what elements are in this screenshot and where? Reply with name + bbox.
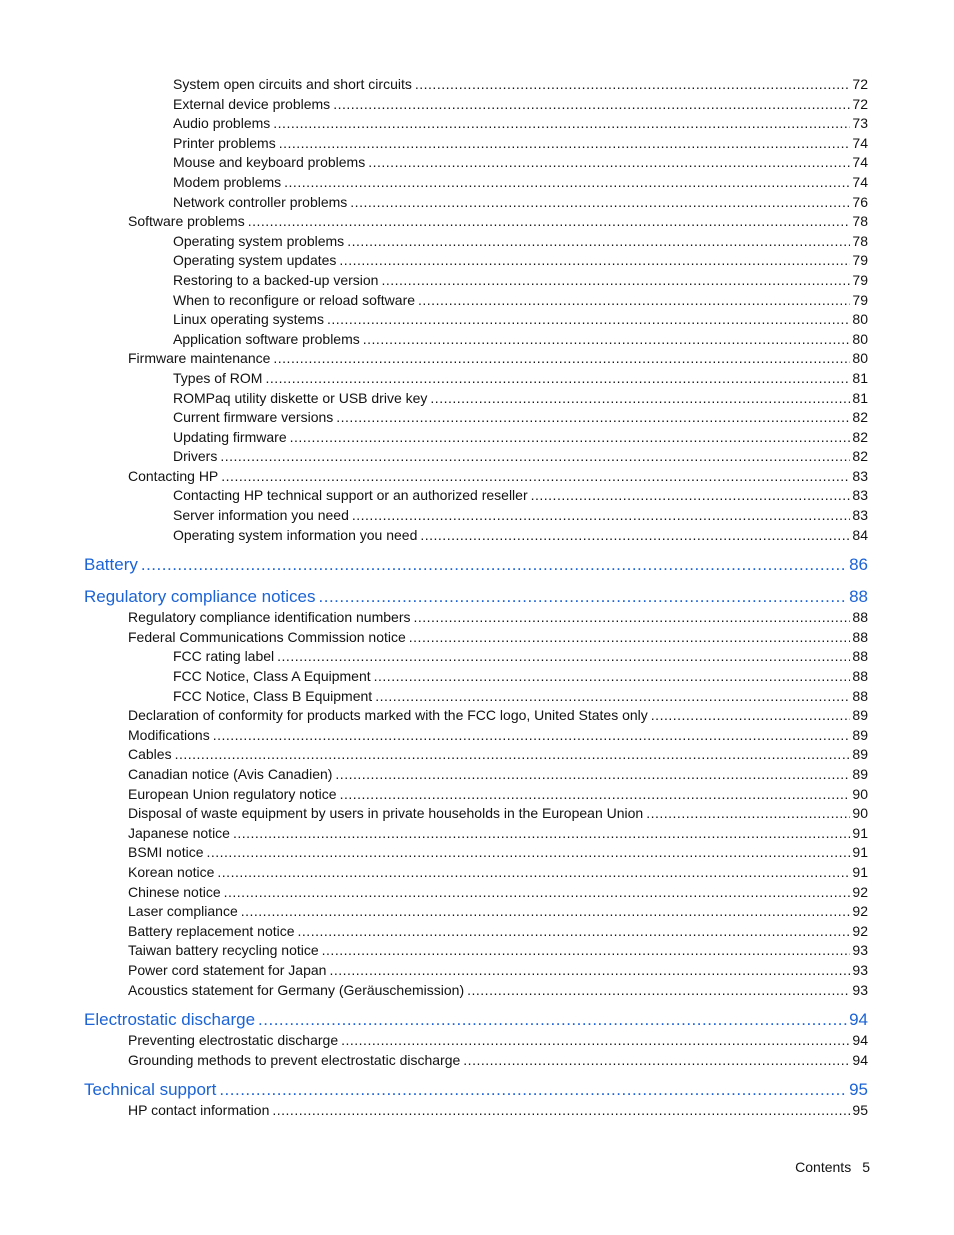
toc-entry-page: 74 <box>852 173 868 190</box>
toc-entry-title: Federal Communications Commission notice <box>128 628 406 645</box>
toc-leader-dots <box>221 467 850 487</box>
toc-leader-dots <box>409 628 851 648</box>
toc-entry-title: ROMPaq utility diskette or USB drive key <box>173 389 428 406</box>
toc-entry[interactable] <box>0 526 954 546</box>
footer-section-label: Contents <box>795 1159 852 1175</box>
toc-leader-dots <box>418 291 850 311</box>
toc-entry-page: 93 <box>852 981 868 998</box>
toc-entry-title: Application software problems <box>173 330 360 347</box>
toc-entry-page: 79 <box>852 271 868 288</box>
toc-entry[interactable] <box>0 824 954 844</box>
toc-entry[interactable] <box>0 863 954 883</box>
toc-leader-dots <box>415 75 851 95</box>
toc-entry[interactable] <box>0 628 954 648</box>
toc-chapter-page: 86 <box>849 555 868 575</box>
toc-leader-dots <box>284 173 850 193</box>
toc-entry-title: Updating firmware <box>173 428 287 445</box>
toc-entry-title: Server information you need <box>173 507 349 524</box>
table-of-contents <box>0 75 954 1121</box>
toc-entry-title: Taiwan battery recycling notice <box>128 942 319 959</box>
toc-leader-dots <box>277 647 850 667</box>
toc-entry-page: 79 <box>852 252 868 269</box>
toc-entry-title: FCC Notice, Class B Equipment <box>173 687 373 704</box>
toc-entry-title: Chinese notice <box>128 883 221 900</box>
toc-entry[interactable] <box>0 843 954 863</box>
toc-leader-dots <box>336 408 850 428</box>
toc-entry-title: Disposal of waste equipment by users in private households in the European Union <box>128 805 644 822</box>
toc-entry-page: 92 <box>852 903 868 920</box>
toc-leader-dots <box>219 1079 847 1101</box>
toc-chapter-title: Technical support <box>84 1080 217 1100</box>
toc-entry-title: Power cord statement for Japan <box>128 961 327 978</box>
toc-entry[interactable] <box>0 75 954 95</box>
toc-leader-dots <box>290 428 851 448</box>
toc-chapter-technical-support[interactable] <box>0 1079 954 1101</box>
toc-entry-page: 88 <box>852 628 868 645</box>
toc-leader-dots <box>347 232 850 252</box>
toc-entry-page: 89 <box>852 726 868 743</box>
toc-leader-dots <box>341 1031 850 1051</box>
toc-entry-title: HP contact information <box>128 1102 270 1119</box>
toc-entry-title: BSMI notice <box>128 844 204 861</box>
toc-leader-dots <box>141 554 847 576</box>
toc-chapter-page: 88 <box>849 587 868 607</box>
toc-entry[interactable] <box>0 506 954 526</box>
toc-entry-page: 91 <box>852 824 868 841</box>
toc-entry-page: 79 <box>852 291 868 308</box>
toc-entry-page: 88 <box>852 687 868 704</box>
toc-entry-title: Modifications <box>128 726 210 743</box>
toc-leader-dots <box>329 961 850 981</box>
toc-entry[interactable] <box>0 271 954 291</box>
toc-leader-dots <box>646 804 850 824</box>
toc-entry-page: 88 <box>852 648 868 665</box>
toc-entry[interactable] <box>0 173 954 193</box>
toc-entry[interactable] <box>0 447 954 467</box>
toc-leader-dots <box>339 251 850 271</box>
toc-entry[interactable] <box>0 134 954 154</box>
toc-leader-dots <box>463 1051 850 1071</box>
toc-entry-title: Declaration of conformity for products marked with the FCC logo, United States only <box>128 707 648 724</box>
toc-entry-page: 94 <box>852 1051 868 1068</box>
toc-leader-dots <box>381 271 850 291</box>
toc-entry-page: 89 <box>852 707 868 724</box>
toc-chapter-regulatory[interactable] <box>0 586 954 608</box>
footer-page-number: 5 <box>862 1159 870 1175</box>
toc-entry-page: 89 <box>852 766 868 782</box>
toc-leader-dots <box>241 902 851 922</box>
toc-leader-dots <box>319 586 848 608</box>
toc-entry-title: Linux operating systems <box>173 311 324 328</box>
toc-leader-dots <box>248 212 851 232</box>
toc-leader-dots <box>430 389 850 409</box>
toc-entry-page: 92 <box>852 883 868 900</box>
toc-entry-title: Preventing electrostatic discharge <box>128 1032 339 1049</box>
toc-entry[interactable] <box>0 232 954 252</box>
toc-entry-title: Restoring to a backed-up version <box>173 271 379 288</box>
toc-entry-title: FCC Notice, Class A Equipment <box>173 668 371 685</box>
toc-entry[interactable] <box>0 785 954 805</box>
toc-leader-dots <box>220 447 850 467</box>
toc-leader-dots <box>206 843 850 863</box>
toc-entry[interactable] <box>0 1101 954 1121</box>
toc-entry[interactable] <box>0 153 954 173</box>
toc-chapter-electrostatic-discharge[interactable] <box>0 1009 954 1031</box>
toc-entry-page: 78 <box>852 213 868 230</box>
toc-entry-title: Audio problems <box>173 115 271 132</box>
toc-entry-page: 93 <box>852 961 868 978</box>
toc-entry-title: Canadian notice (Avis Canadien) <box>128 766 333 782</box>
toc-leader-dots <box>327 310 850 330</box>
toc-entry-title: Operating system updates <box>173 252 337 269</box>
toc-entry-page: 93 <box>852 942 868 959</box>
toc-entry-page: 94 <box>852 1032 868 1049</box>
toc-entry[interactable] <box>0 369 954 389</box>
toc-entry[interactable] <box>0 981 954 1001</box>
toc-entry-page: 82 <box>852 428 868 445</box>
toc-entry[interactable] <box>0 804 954 824</box>
toc-entry-title: Grounding methods to prevent electrostatic discharge <box>128 1051 461 1068</box>
toc-entry[interactable] <box>0 902 954 922</box>
toc-entry-title: Japanese notice <box>128 824 230 841</box>
toc-entry-title: Software problems <box>128 213 245 230</box>
toc-entry[interactable] <box>0 95 954 115</box>
toc-entry-page: 73 <box>852 115 868 132</box>
toc-entry-page: 72 <box>852 76 868 92</box>
toc-leader-dots <box>368 153 850 173</box>
toc-leader-dots <box>420 526 850 546</box>
toc-entry-page: 82 <box>852 409 868 426</box>
toc-leader-dots <box>374 667 851 687</box>
toc-chapter-page: 94 <box>849 1010 868 1030</box>
toc-entry-title: External device problems <box>173 95 331 112</box>
toc-leader-dots <box>651 706 851 726</box>
toc-entry[interactable] <box>0 330 954 350</box>
toc-entry-title: Firmware maintenance <box>128 350 271 367</box>
toc-leader-dots <box>531 486 851 506</box>
toc-leader-dots <box>375 687 850 707</box>
toc-entry-title: System open circuits and short circuits <box>173 76 412 92</box>
toc-entry-page: 90 <box>852 805 868 822</box>
toc-entry[interactable] <box>0 467 954 487</box>
toc-entry[interactable] <box>0 706 954 726</box>
toc-entry-title: Cables <box>128 746 172 763</box>
toc-entry-title: Korean notice <box>128 863 215 880</box>
toc-entry[interactable] <box>0 1051 954 1071</box>
toc-entry[interactable] <box>0 745 954 765</box>
toc-entry-page: 72 <box>852 95 868 112</box>
toc-leader-dots <box>217 863 850 883</box>
toc-leader-dots <box>273 349 850 369</box>
toc-entry[interactable] <box>0 486 954 506</box>
toc-entry-title: Operating system problems <box>173 232 345 249</box>
toc-entry-title: Modem problems <box>173 173 282 190</box>
toc-entry[interactable] <box>0 1031 954 1051</box>
toc-entry-title: European Union regulatory notice <box>128 785 337 802</box>
toc-entry[interactable] <box>0 114 954 134</box>
toc-leader-dots <box>333 95 850 115</box>
toc-entry[interactable] <box>0 212 954 232</box>
toc-entry[interactable] <box>0 765 954 785</box>
toc-entry[interactable] <box>0 922 954 942</box>
toc-leader-dots <box>224 883 851 903</box>
toc-entry[interactable] <box>0 647 954 667</box>
page-footer <box>795 1158 870 1177</box>
toc-entry-page: 91 <box>852 863 868 880</box>
toc-leader-dots <box>298 922 851 942</box>
toc-entry-page: 81 <box>852 369 868 386</box>
toc-entry[interactable] <box>0 389 954 409</box>
toc-entry-title: Printer problems <box>173 134 276 151</box>
toc-entry[interactable] <box>0 961 954 981</box>
toc-leader-dots <box>352 506 851 526</box>
toc-entry-page: 83 <box>852 507 868 524</box>
toc-leader-dots <box>279 134 851 154</box>
toc-entry-page: 83 <box>852 467 868 484</box>
toc-entry-page: 84 <box>852 526 868 543</box>
toc-entry-title: Mouse and keyboard problems <box>173 154 366 171</box>
toc-entry[interactable] <box>0 941 954 961</box>
toc-entry-title: Contacting HP <box>128 467 219 484</box>
toc-entry-page: 90 <box>852 785 868 802</box>
toc-entry-page: 80 <box>852 311 868 328</box>
toc-entry-page: 91 <box>852 844 868 861</box>
toc-entry-page: 80 <box>852 350 868 367</box>
toc-entry-title: Current firmware versions <box>173 409 334 426</box>
toc-entry-page: 92 <box>852 922 868 939</box>
toc-entry-page: 83 <box>852 487 868 504</box>
toc-leader-dots <box>258 1009 847 1031</box>
toc-chapter-page: 95 <box>849 1080 868 1100</box>
toc-entry-title: Battery replacement notice <box>128 922 295 939</box>
toc-leader-dots <box>273 114 850 134</box>
toc-entry[interactable] <box>0 408 954 428</box>
toc-entry-page: 88 <box>852 668 868 685</box>
toc-entry-page: 74 <box>852 154 868 171</box>
toc-chapter-title: Electrostatic discharge <box>84 1010 256 1030</box>
toc-entry-page: 88 <box>852 609 868 626</box>
toc-entry-page: 80 <box>852 330 868 347</box>
toc-entry-title: Acoustics statement for Germany (Geräuschemission) <box>128 981 465 998</box>
toc-chapter-battery[interactable] <box>0 554 954 576</box>
toc-entry[interactable] <box>0 687 954 707</box>
toc-entry-title: Types of ROM <box>173 369 263 386</box>
toc-entry[interactable] <box>0 349 954 369</box>
toc-entry-title: FCC rating label <box>173 648 275 665</box>
toc-entry[interactable] <box>0 193 954 213</box>
toc-leader-dots <box>265 369 850 389</box>
toc-leader-dots <box>350 193 850 213</box>
toc-entry-page: 81 <box>852 389 868 406</box>
toc-entry-title: Regulatory compliance identification numbers <box>128 609 411 626</box>
toc-entry[interactable] <box>0 428 954 448</box>
toc-entry-title: Network controller problems <box>173 193 348 210</box>
toc-leader-dots <box>213 726 851 746</box>
toc-leader-dots <box>413 608 850 628</box>
toc-entry-title: Contacting HP technical support or an authorized reseller <box>173 487 528 504</box>
toc-entry-title: Operating system information you need <box>173 526 418 543</box>
toc-entry-page: 89 <box>852 746 868 763</box>
toc-entry-page: 95 <box>852 1102 868 1119</box>
toc-entry[interactable] <box>0 667 954 687</box>
toc-entry[interactable] <box>0 291 954 311</box>
toc-leader-dots <box>233 824 850 844</box>
toc-leader-dots <box>322 941 851 961</box>
toc-entry-page: 76 <box>852 193 868 210</box>
toc-leader-dots <box>340 785 851 805</box>
toc-entry[interactable] <box>0 608 954 628</box>
toc-entry-page: 82 <box>852 448 868 465</box>
toc-entry-page: 78 <box>852 232 868 249</box>
toc-entry[interactable] <box>0 883 954 903</box>
toc-leader-dots <box>335 765 850 785</box>
toc-entry-title: Drivers <box>173 448 218 465</box>
toc-entry[interactable] <box>0 251 954 271</box>
toc-entry[interactable] <box>0 726 954 746</box>
toc-entry-title: Laser compliance <box>128 903 238 920</box>
toc-entry-title: When to reconfigure or reload software <box>173 291 416 308</box>
toc-leader-dots <box>467 981 850 1001</box>
toc-leader-dots <box>363 330 851 350</box>
toc-chapter-title: Regulatory compliance notices <box>84 587 316 607</box>
toc-entry[interactable] <box>0 310 954 330</box>
toc-leader-dots <box>175 745 851 765</box>
toc-leader-dots <box>272 1101 850 1121</box>
toc-chapter-title: Battery <box>84 555 138 575</box>
toc-entry-page: 74 <box>852 134 868 151</box>
